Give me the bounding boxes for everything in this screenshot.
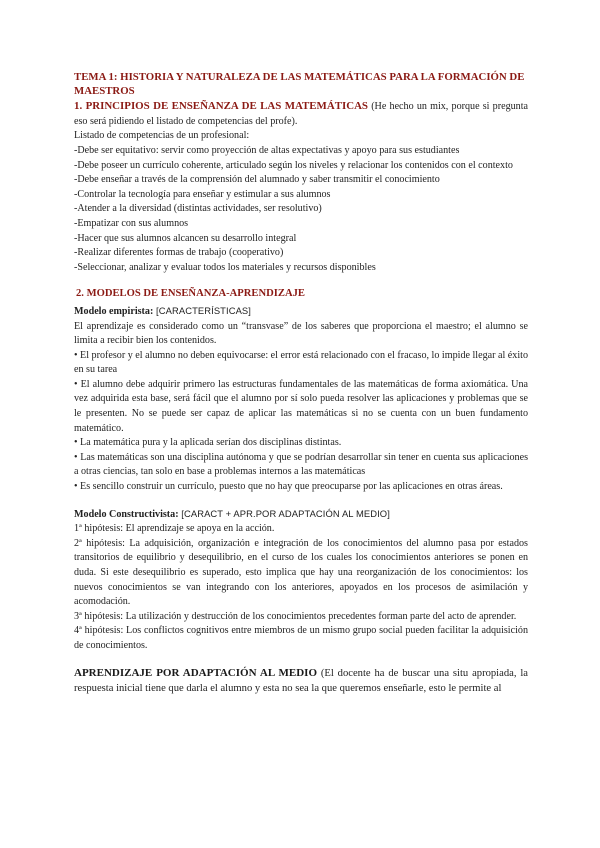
document-title: TEMA 1: HISTORIA Y NATURALEZA DE LAS MATEMÁTICAS PARA LA FORMACIÓN DE MAESTROS [74,71,525,97]
constructivista-label: Modelo Constructivista: [74,508,179,520]
competency-item: -Debe enseñar a través de la comprensión del alumnado y saber transmitir el conocimiento [74,174,440,186]
section1-note: (He hecho un mix, porque si pregunta eso será pidiendo el listado de competencias del profe). [74,101,528,127]
section1-heading: 1. PRINCIPIOS DE ENSEÑANZA DE LAS MATEMÁTICAS [74,100,368,113]
constructivista-tag: [CARACT + APR.POR ADAPTACIÓN AL MEDIO] [178,507,390,519]
empirista-bullet: • Las matemáticas son una disciplina autónoma y que se podrían desarrollar sin tener en cuenta sus aplicaciones a otras ciencias, tan solo en base a problemas internos a las matemáticas [74,451,528,478]
empirista-label: Modelo empirista: [74,305,154,317]
section3-text: (El docente ha de buscar una situ apropiada, la respuesta inicial tiene que darla el alumno y esta no sea la que queremos enseñarle, esto le permite al [74,667,528,694]
empirista-bullet: • El alumno debe adquirir primero las estructuras fundamentales de las matemáticas de forma axiomática. Una vez adquirida esta base, será fácil que el alumno por sí solo pueda resolver las aplicaciones y problemas que se le presenten. No se puede ser capaz de aplicar las matemáticas si no se cuenta con un buen fundamento matemático. [74,378,528,434]
section3-heading: APRENDIZAJE POR ADAPTACIÓN AL MEDIO [74,666,318,679]
competency-item: -Debe poseer un currículo coherente, articulado según los niveles y relacionar los contenidos con el contexto [74,159,513,171]
empirista-bullet: • La matemática pura y la aplicada serían dos disciplinas distintas. [74,437,342,449]
empirista-bullet: • El profesor y el alumno no deben equivocarse: el error está relacionado con el fracaso, lo impide llegar al éxito en su tarea [74,349,528,376]
empirista-paragraph: El aprendizaje es considerado como un “transvase” de los saberes que proporciona el maestro; el alumno se limita a recibir bien los contenidos. [74,320,528,347]
section3-paragraph [74,666,528,696]
empirista-bullet: • Es sencillo construir un currículo, puesto que no hay que preocuparse por las aplicaciones en otras áreas. [74,481,503,493]
hypothesis-item: 2ª hipótesis: La adquisición, organización e integración de los conocimientos del alumno pasa por estados transitorios de equilibrio y desequilibrio, en el curso de los cuales los conocimientos anteriores se ponen en duda. Si este desequilibrio es superado, esto implica que hay una reorganización de los conocimientos: los nuevos conocimientos se van integrando con los anteriores, apoyados en los procesos de asimilación y acomodación. [74,537,528,608]
hypothesis-item: 4ª hipótesis: Los conflictos cognitivos entre miembros de un mismo grupo social pueden facilitar la adquisición de conocimientos. [74,625,528,651]
section2-heading: 2. MODELOS DE ENSEÑANZA-APRENDIZAJE [76,288,305,300]
hypothesis-item: 1ª hipótesis: El aprendizaje se apoya en la acción. [74,523,275,535]
competency-item: -Hacer que sus alumnos alcancen su desarrollo integral [74,232,297,244]
section1-heading-paragraph [74,99,528,129]
competencies-intro: Listado de competencias de un profesional: [74,130,250,142]
empirista-heading-line [74,304,528,320]
empirista-tag: [CARACTERÍSTICAS] [153,304,251,316]
competency-item: -Realizar diferentes formas de trabajo (cooperativo) [74,247,284,259]
competency-item: -Empatizar con sus alumnos [74,217,189,229]
competency-item: -Seleccionar, analizar y evaluar todos los materiales y recursos disponibles [74,261,376,273]
hypothesis-item: 3ª hipótesis: La utilización y destrucción de los conocimientos precedentes forman parte del acto de aprender. [74,610,517,622]
competency-item: -Debe ser equitativo: servir como proyección de altas expectativas y apoyo para sus estudiantes [74,144,460,156]
competency-item: -Controlar la tecnología para enseñar y estimular a sus alumnos [74,188,331,200]
competency-item: -Atender a la diversidad (distintas actividades, ser resolutivo) [74,203,322,215]
constructivista-heading-line [74,507,528,523]
